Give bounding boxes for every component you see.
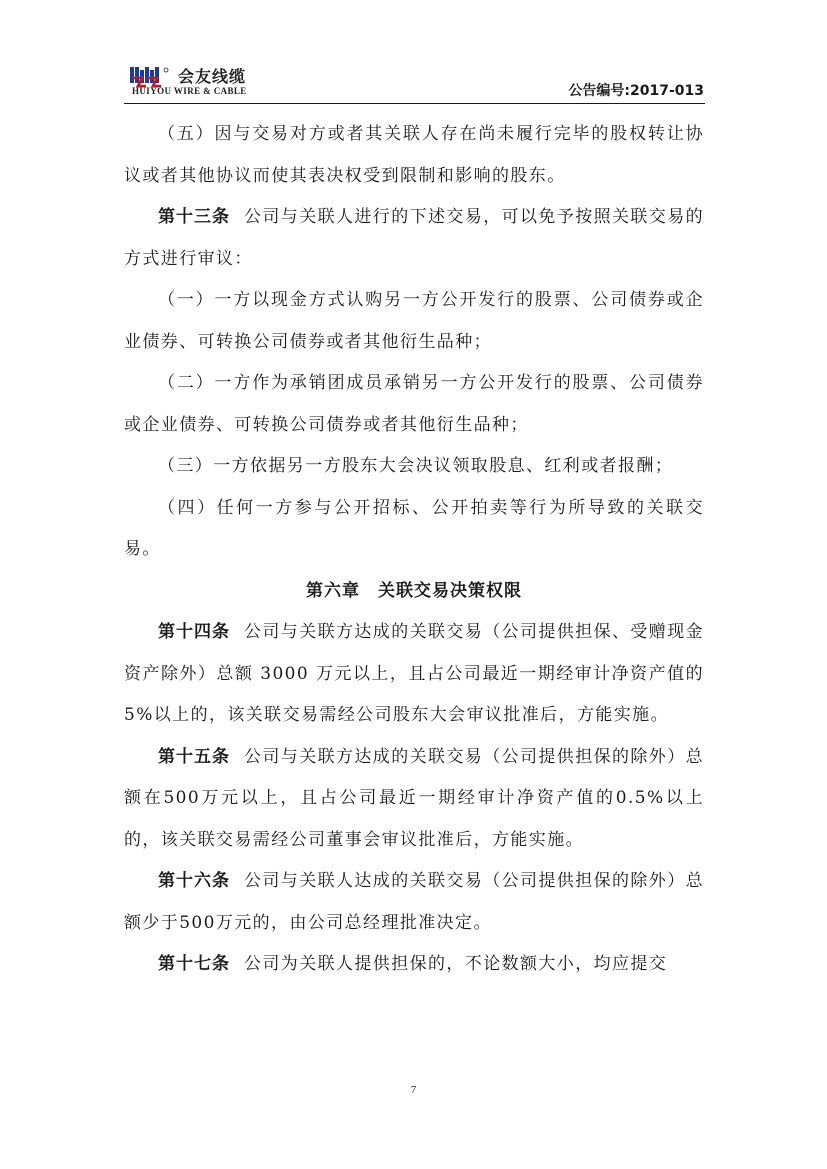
huiyou-logo-icon [130,66,174,88]
logo-chinese-name: 会友线缆 [178,67,247,86]
article-15-title: 第十五条 [158,746,230,767]
article-16-text: 公司与关联人达成的关联交易（公司提供担保的除外）总额少于500万元的，由公司总经理批准决定。 [124,871,704,933]
paragraph-item-5: （五）因与交易对方或者其关联人存在尚未履行完毕的股权转让协议或者其他协议而使其表决权受到限制和影响的股东。 [124,124,704,186]
page-header [124,64,704,104]
header-divider [124,103,705,104]
company-logo [130,64,330,100]
chapter-6-heading: 第六章 关联交易决策权限 [306,580,522,601]
article-13-title: 第十三条 [158,207,230,227]
article-14-text: 公司与关联方达成的关联交易（公司提供担保、受赠现金资产除外）总额 3000 万元以上，且占公司最近一期经审计净资产值的 5%以上的，该关联交易需经公司股东大会审议批准后，方能实施。 [124,622,704,725]
article-17 [124,944,704,986]
article-15-text: 公司与关联方达成的关联交易（公司提供担保的除外）总额在500万元以上，且占公司最近一期经审计净资产值的0.5%以上的，该关联交易需经公司董事会审议批准后，方能实施。 [124,746,704,850]
article-17-title: 第十七条 [158,954,230,974]
article-13-text: 公司与关联人进行的下述交易，可以免予按照关联交易的方式进行审议： [124,207,704,269]
article-13-item-2: （二）一方作为承销团成员承销另一方公开发行的股票、公司债券或企业债券、可转换公司债券或者其他衍生品种； [124,373,704,435]
article-16-title: 第十六条 [158,871,230,891]
document-body [124,114,704,986]
article-13-item-4: （四）任何一方参与公开招标、公开拍卖等行为所导致的关联交易。 [124,497,704,559]
announcement-number: 公告编号:2017-013 [568,83,704,99]
logo-english-name: HUIYOU WIRE & CABLE [132,86,247,96]
article-17-text: 公司为关联人提供担保的，不论数额大小，均应提交 [244,954,668,974]
article-13 [124,197,704,280]
article-16 [124,861,704,944]
article-15 [124,737,704,862]
article-13-item-3: （三）一方依据另一方股东大会决议领取股息、红利或者报酬； [158,456,674,476]
article-13-item-1: （一）一方以现金方式认购另一方公开发行的股票、公司债券或企业债券、可转换公司债券或者其他衍生品种； [124,290,704,352]
page-number: 7 [410,1084,417,1096]
article-14-title: 第十四条 [158,622,230,642]
article-14 [124,612,704,737]
